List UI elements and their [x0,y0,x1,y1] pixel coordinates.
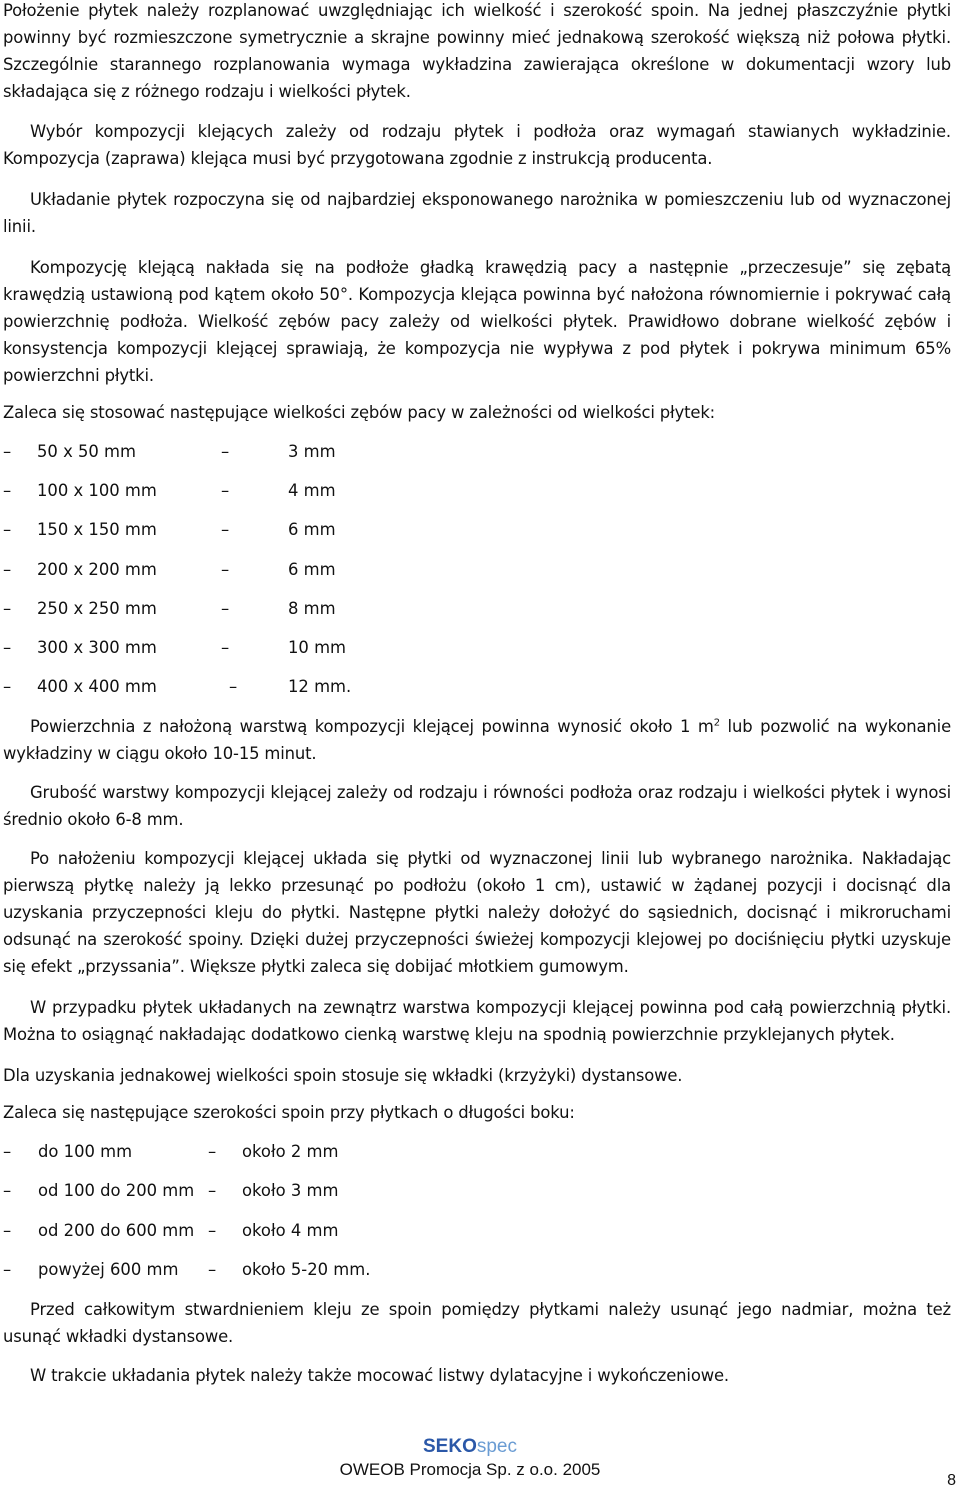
list-dash: – [3,1221,12,1240]
tooth-size: 8 mm [288,599,336,618]
paragraph-laying-start: Układanie płytek rozpoczyna się od najbardziej eksponowanego narożnika w pomieszczeniu lub od wyznaczonej linii. [3,190,951,236]
list-dash: – [229,677,238,696]
list-dash: – [3,560,12,579]
paragraph-excess-removal: Przed całkowitym stwardnieniem kleju ze spoin pomiędzy płytkami należy usunąć jego nadmiar, można też usunąć wkładki dystansowe. [3,1300,951,1346]
tooth-size: 4 mm [288,481,336,500]
joint-width: około 3 mm [242,1181,339,1200]
list-dash: – [3,481,12,500]
tooth-size: 12 mm. [288,677,352,696]
list-dash: – [3,520,12,539]
joint-width: około 4 mm [242,1221,339,1240]
tooth-size: 6 mm [288,520,336,539]
list-dash: – [208,1181,217,1200]
paragraph-adhesive-coverage: Powierzchnia z nałożoną warstwą kompozycji klejącej powinna wynosić około 1 $m^2$ lub pozwolić na wykonanie wykładziny w ciągu około 10-15 minut. [3,717,952,763]
tooth-size: 3 mm [288,442,336,461]
paragraph-layer-thickness: Grubość warstwy kompozycji klejącej zależy od rodzaju i równości podłoża oraz rodzaju i wielkości płytek i wynosi średnio około 6-8 mm. [3,783,951,829]
joint-width: około 2 mm [242,1142,339,1161]
paragraph-joint-intro: Zaleca się następujące szerokości spoin przy płytkach o długości boku: [3,1103,575,1122]
paragraph-tile-layout: Położenie płytek należy rozplanować uwzględniając ich wielkość i szerokość spoin. Na jednej płaszczyźnie płytki powinny być rozmieszczone symetrycznie a skrajne powinny mieć jednakową szerokość większą niż połowa płytki. Szczególnie starannego rozplanowania wymaga wykładzina zawierająca określone w dokumentacji wzory lub składająca się z różnego rodzaju i wielkości płytek. [3,1,951,101]
list-dash: – [221,599,230,618]
tile-size: 150 x 150 mm [37,520,157,539]
paragraph-trowel-intro: Zaleca się stosować następujące wielkości zębów pacy w zależności od wielkości płytek: [3,403,716,422]
paragraph-trims: W trakcie układania płytek należy także mocować listwy dylatacyjne i wykończeniowe. [30,1366,729,1385]
footer-organization: OWEOB Promocja Sp. z o.o. 2005 [339,1460,601,1479]
tile-side-length: od 100 do 200 mm [38,1181,195,1200]
tooth-size: 10 mm [288,638,346,657]
tile-size: 250 x 250 mm [37,599,157,618]
joint-width: około 5-20 mm. [242,1260,371,1279]
paragraph-adhesive-choice: Wybór kompozycji klejących zależy od rodzaju płytek i podłoża oraz wymagań stawianych wykładzinie. Kompozycja (zaprawa) klejąca musi być przygotowana zgodnie z instrukcją producenta. [3,122,951,168]
tile-side-length: powyżej 600 mm [38,1260,179,1279]
tile-size: 300 x 300 mm [37,638,157,657]
list-dash: – [3,1260,12,1279]
paragraph-outdoor-tiles: W przypadku płytek układanych na zewnątrz warstwa kompozycji klejącej powinna pod całą powierzchnią płytki. Można to osiągnąć nakładając dodatkowo cienką warstwę kleju na spodnią powierzchnie przyklejanych płytek. [3,998,951,1044]
list-dash: – [221,560,230,579]
tooth-size: 6 mm [288,560,336,579]
paragraph-spacers: Dla uzyskania jednakowej wielkości spoin stosuje się wkładki (krzyżyki) dystansowe. [3,1066,683,1085]
list-dash: – [221,520,230,539]
list-dash: – [208,1142,217,1161]
footer-brand-logo: SEKOspec [423,1436,517,1457]
list-dash: – [3,638,12,657]
paragraph-adhesive-application: Kompozycję klejącą nakłada się na podłoże gładką krawędzią pacy a następnie „przeczesuje” się zębatą krawędzią ustawioną pod kątem około 50°. Kompozycja klejąca powinna być nałożona równomiernie i pokrywać całą powierzchnię podłoża. Wielkość zębów pacy zależy od wielkości płytek. Prawidłowo dobrane wielkość zębów i konsystencja kompozycji klejącej sprawiają, że kompozycja nie wypływa z pod płytek i pokrywa minimum 65% powierzchni płytki. [3,258,951,385]
tile-size: 400 x 400 mm [37,677,157,696]
list-dash: – [3,1181,12,1200]
paragraph-placing-tiles: Po nałożeniu kompozycji klejącej układa się płytki od wyznaczonej linii lub wybranego narożnika. Nakładając pierwszą płytkę należy ją lekko przesunąć po podłożu (około 1 cm), ustawić w żądanej pozycji i docisnąć dla uzyskania przyczepności kleju do płytki. Następne płytki należy dołożyć do sąsiednich, docisnąć i mikroruchami odsunąć na szerokość spoiny. Dzięki dużej przyczepności świeżej kompozycji klejowej po dociśnięciu płytki uzyskuje się efekt „przyssania”. Większe płytki zaleca się dobijać młotkiem gumowym. [3,849,951,976]
tile-side-length: od 200 do 600 mm [38,1221,195,1240]
tile-size: 200 x 200 mm [37,560,157,579]
list-dash: – [221,481,230,500]
list-dash: – [208,1260,217,1279]
list-dash: – [208,1221,217,1240]
tile-size: 100 x 100 mm [37,481,157,500]
list-dash: – [3,1142,12,1161]
list-dash: – [3,442,12,461]
page-number: 8 [947,1472,956,1489]
list-dash: – [3,677,12,696]
tile-size: 50 x 50 mm [37,442,136,461]
list-dash: – [221,638,230,657]
list-dash: – [221,442,230,461]
tile-side-length: do 100 mm [38,1142,133,1161]
list-dash: – [3,599,12,618]
